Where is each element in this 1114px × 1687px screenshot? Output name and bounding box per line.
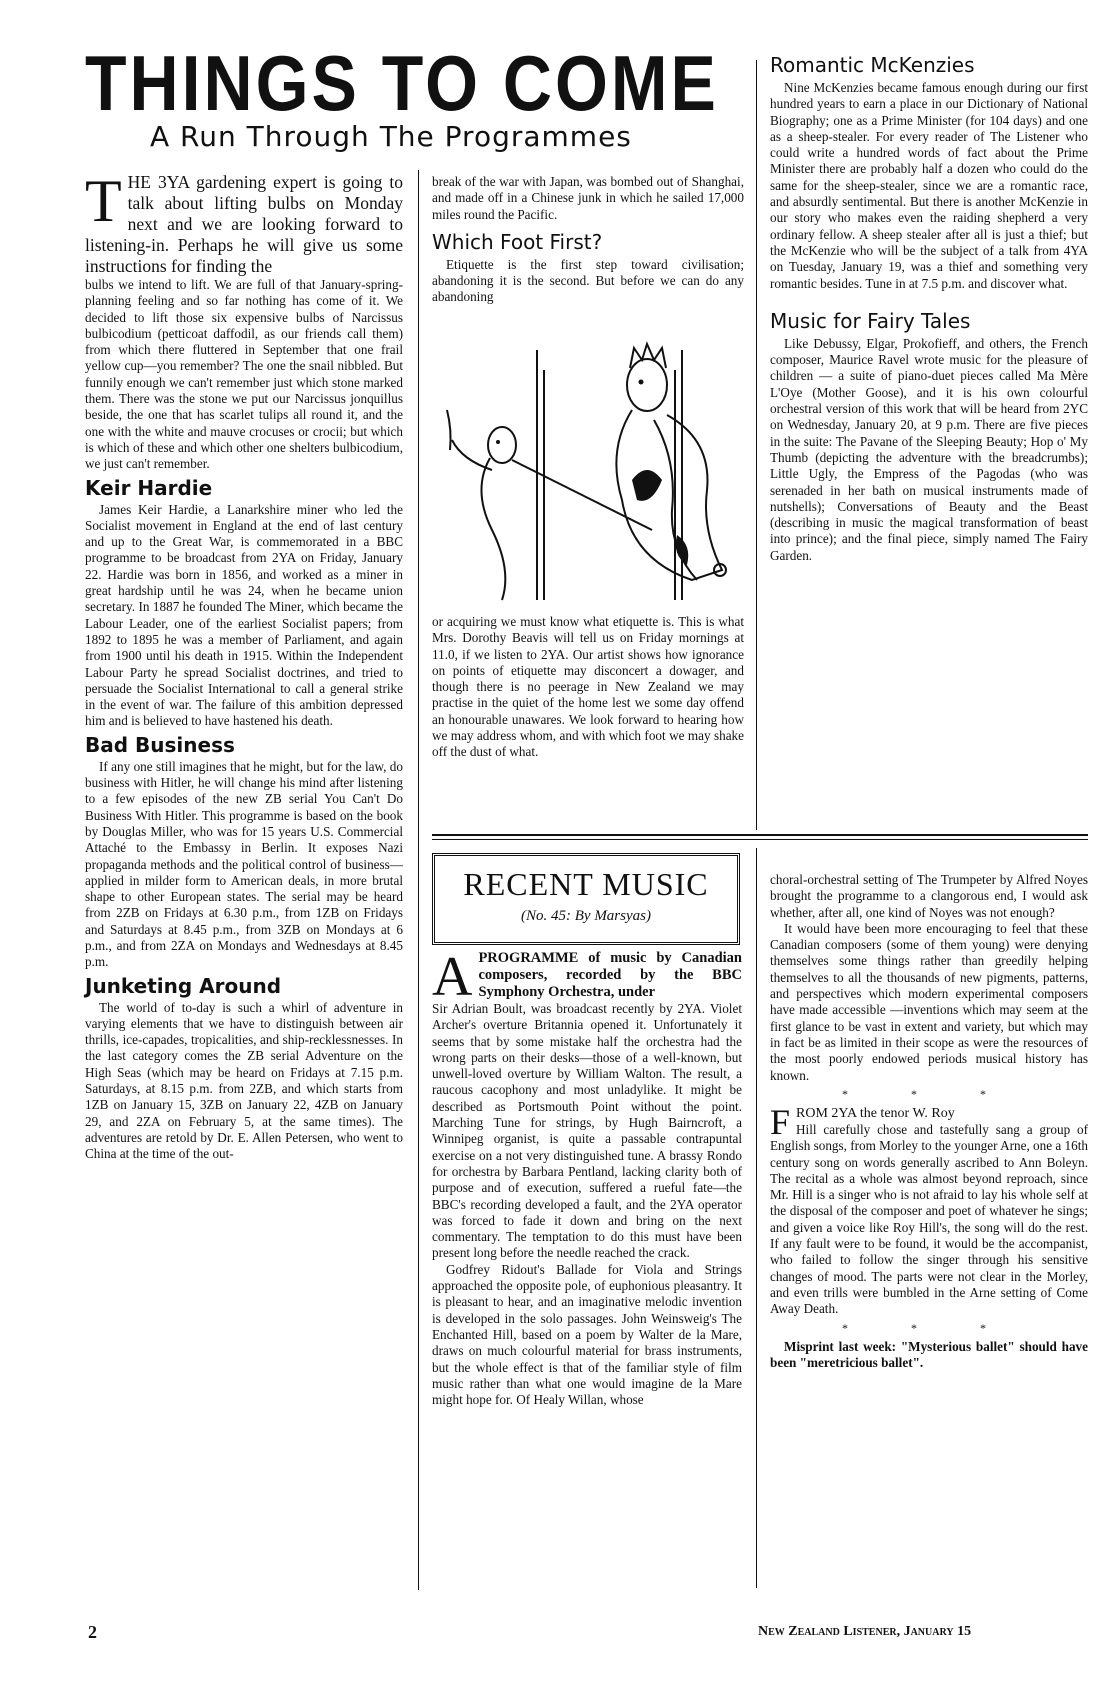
lead-paragraph: THE 3YA gardening expert is going to talk about lifting bulbs on Monday next and we are looking forward to listening-in. Perhaps he will give us some instructions for finding the: [85, 168, 403, 276]
heading-bad-business: Bad Business: [85, 732, 235, 757]
heading-romantic-mckenzies: Romantic McKenzies: [770, 53, 975, 77]
section-break-stars-2: * * *: [842, 1320, 1016, 1335]
recent-music-p4: It would have been more encouraging to feel that these Canadian composers (some of them young) were denying themselves some things rather than greedily helping themselves to all the thousands of new pigments, patterns, and perspectives which modern experimental composers have made accessible —inventions which may seem at the first glance to be vast in extent and variety, but which may in fact be as limited in their scope as were the resources of the most poorly endowed periods musical history has known.: [770, 920, 1088, 1083]
publication-footer: New Zealand Listener, January 15: [758, 1624, 972, 1639]
recent-music-lead: APROGRAMME of music by Canadian composers, recorded by the BBC Symphony Orchestra, under: [432, 946, 742, 1008]
column-divider-1: [418, 170, 419, 1590]
masthead-subtitle: A Run Through The Programmes: [150, 120, 632, 153]
page-number: 2: [88, 1622, 97, 1642]
section-rule-thin: [432, 839, 1088, 840]
lead-paragraph-rest: bulbs we intend to lift. We are full of that January-spring-planning feeling and so far nothing has come of it. We decided to lift those six expensive bulbs of Narcissus bulbicodium (petticoat daffodil, as our friends call them) from which there fluttered in September that one frail yellow cup—you remember? The one the snail nibbled. But funnily enough we can't remember just which stone marked them. There was the stone we put our Narcissus jonquillus beside, the one that has scarlet tulips all round it, and the one with the white and mauve crocuses or crocii; but which is which of these and which other one shelters bulbicodium, we just can't remember.: [85, 277, 403, 472]
heading-junketing-around: Junketing Around: [85, 973, 282, 998]
romantic-mckenzies-text: Nine McKenzies became famous enough during our first hundred years to earn a place in our Dictionary of National Biography; one as a Prime Minister (for 104 days) and one as a sheep-stealer. For every reader of The Listener who could write a hundred words of fact about the Prime Minister there are probably half a dozen who could do the same for the sheep-stealer, since we are a romantic race, and absurdly sentimental. But there is another McKenzie in our story who makes even the raiding shepherd a very ordinary fellow. A sheep stealer after all is just a thief; but the McKenzie who will be the subject of a talk from 4YA on Tuesday, January 19, was a thief and something very romantic besides. Tune in at 7.5 p.m. and discover what.: [770, 80, 1088, 291]
recent-music-p5: Hill carefully chose and tastefully sang a group of English songs, from Morley to the younger Arne, one a 16th century song on words generally ascribed to Ann Boleyn. The recital as a whole was almost beyond reproach, since Mr. Hill is a singer who is not afraid to lay his whole self at the disposal of the composer and poet of whatever he sings; and given a voice like Roy Hill's, the song will do the rest. If any fault were to be found, it would be the accompanist, who failed to follow the singer through his sensitive changes of mood. The parts were not clear in the Morley, and even trills were bumbled in the Arne setting of Come Away Death.: [770, 1121, 1088, 1317]
recent-music-column-b: [770, 872, 1088, 1371]
bad-business-text: If any one still imagines that he might, but for the law, do business with Hitler, he will change his mind after listening to a few episodes of the new ZB serial You Can't Do Business With Hitler. This programme is based on the book by Douglas Miller, who was for 15 years U.S. Commercial Attaché to the Embassy in Berlin. It exposes Nazi propaganda methods and the political control of business—applied in milder form to American deals, in more brutal shape to other European states. The serial may be heard from 2ZB on Fridays at 6.30 p.m., from 1ZB on Fridays and Saturdays at 8.45 p.m., from 3ZB on Mondays at 6 p.m., and from 2ZA on Mondays and Wednesdays at 8.45 p.m.: [85, 758, 403, 970]
music-fairy-tales-text: Like Debussy, Elgar, Prokofieff, and others, the French composer, Maurice Ravel wrote music for the pleasure of children — a suite of piano-duet pieces called Ma Mère L'Oye (Mother Goose), and it is his own colourful orchestral version of this work that will be heard from 2YC on Wednesday, January 20, at 9 p.m. There are five pieces in the suite: The Pavane of the Sleeping Beauty; Hop o' My Thumb (depicting the adventure with the breadcrumbs); Little Ugly, the Empress of the Pagodas (who was serenaded in her bath on musical instruments made of nutshells); Conversations of Beauty and the Beast (describing in music the magical transformation of beast into prince); and the final piece, simply named The Fairy Garden.: [770, 335, 1088, 563]
drop-cap: T: [85, 168, 122, 234]
heading-music-for-fairy-tales: Music for Fairy Tales: [770, 308, 971, 333]
recent-drop-cap-2: F: [770, 1101, 791, 1142]
which-foot-text-2: or acquiring we must know what etiquette is. This is what Mrs. Dorothy Beavis will tell us on Friday mornings at 11.0, if we listen to 2YA. Our artist shows how ignorance on points of etiquette may disconcert a dowager, and though there is no peerage in New Zealand we may practise in the quiet of the home lest we some day offend an honourable unawares. We look forward to hearing how we may address whom, and with which foot we may shake off the dust of what.: [432, 614, 744, 760]
recent-music-p5-lead: FROM 2YA the tenor W. Roy: [770, 1101, 955, 1142]
column-divider-2: [756, 60, 757, 830]
column-3: [770, 52, 1088, 564]
keir-hardie-text: James Keir Hardie, a Lanarkshire miner who led the Socialist movement in England at the end of last century and up to the Great War, is commemorated in a BBC programme to be broadcast from 2YA on Friday, January 22. Hardie was born in 1856, and worked as a miner in great hardship until he was 24, when he became union secretary. In 1887 he founded The Miner, which became the Labour Leader, one of the earliest Socialist papers; from 1892 to 1895 he was a member of Parliament, and again from 1900 until his death in 1915. Within the Independent Labour Party he spread Socialist doctrines, and tried to persuade the Socialist International to call a general strike in the event of war. The failure of this ambition depressed him and is believed to have hastened his death.: [85, 501, 403, 729]
which-foot-text-1: Etiquette is the first step toward civilisation; abandoning it is the second. But before we can do any abandoning: [432, 256, 744, 305]
section-rule: [432, 834, 1088, 836]
recent-drop-cap: A: [432, 946, 473, 1008]
section-break-stars: * * *: [842, 1086, 1016, 1101]
recent-music-p1: Sir Adrian Boult, was broadcast recently by 2YA. Violet Archer's overture Britannia opened it. Unfortunately it seems that by some mistake half the orchestra had the wrong parts on their desks—those of a well-known, but unwell-loved overture by William Walton. The result, a raucous cacophony and most unladylike. It might be described as Portsmouth Point without the point. Marching Tune for strings, by Hugh Bairncroft, a Winnipeg organist, is quite a passable contrapuntal exercise on a not very distinguished tune. A brassy Rondo for orchestra by Barbara Pentland, lacking clarity both of purpose and of execution, suffered a rueful fate—the BBC's recording developed a fault, and the 2YA operator was forced to fade it down and bring on the next commentary. The temptation to do this must have been present long before the needle reached the crack.: [432, 1001, 742, 1261]
masthead-title: THINGS TO COME: [85, 39, 719, 128]
etiquette-illustration: [432, 330, 742, 610]
recent-music-column-a: [432, 946, 742, 1408]
column-2: [432, 174, 744, 306]
junketing-text: The world of to-day is such a whirl of adventure in varying elements that we have to distinguish between air thrills, ice-capades, tropicalities, and ship-recklessnesses. In the last category comes the ZB serial Adventure on the High Seas (which may be heard on Fridays at 7.15 p.m. Saturdays, at 8.15 p.m. from 2ZB, and which starts from 1ZB on January 15, 3ZB on January 22, 4ZB on January 29, and 2ZA on February 5, at the same times). The adventures are retold by Dr. E. Allen Petersen, who went to China at the time of the out-: [85, 999, 403, 1162]
recent-music-byline: (No. 45: By Marsyas): [521, 908, 651, 924]
dowager-cartoon-icon: [432, 330, 742, 610]
column-divider-3: [756, 848, 757, 1588]
column-1: [85, 168, 403, 1163]
recent-music-title: RECENT MUSIC: [463, 866, 709, 902]
break-text: break of the war with Japan, was bombed out of Shanghai, and made off in a Chinese junk in which he sailed 17,000 miles round the Pacific.: [432, 174, 744, 222]
recent-music-p2: Godfrey Ridout's Ballade for Viola and Strings approached the opposite pole, of euphonious pleasantry. It is pleasant to hear, and an imaginative melodic invention is developed in the solo passages. John Weinsweig's The Enchanted Hill, based on a poem by Walter de la Mare, draws on much colourful material for brass instruments, but the whole effect is that of the familiar style of film music rather than what one would imagine de la Mare might hope for. Of Healy Willan, whose: [432, 1261, 742, 1408]
column-2-continued: [432, 614, 744, 761]
recent-music-p3: choral-orchestral setting of The Trumpeter by Alfred Noyes brought the programme to a clangorous end, I would ask whether, after all, one kind of Noyes was not enough?: [770, 872, 1088, 920]
recent-music-p6: Misprint last week: "Mysterious ballet" should have been "meretricious ballet".: [770, 1338, 1088, 1370]
heading-keir-hardie: Keir Hardie: [85, 475, 213, 500]
heading-which-foot-first: Which Foot First?: [432, 229, 603, 254]
recent-music-heading-box: [432, 853, 740, 945]
